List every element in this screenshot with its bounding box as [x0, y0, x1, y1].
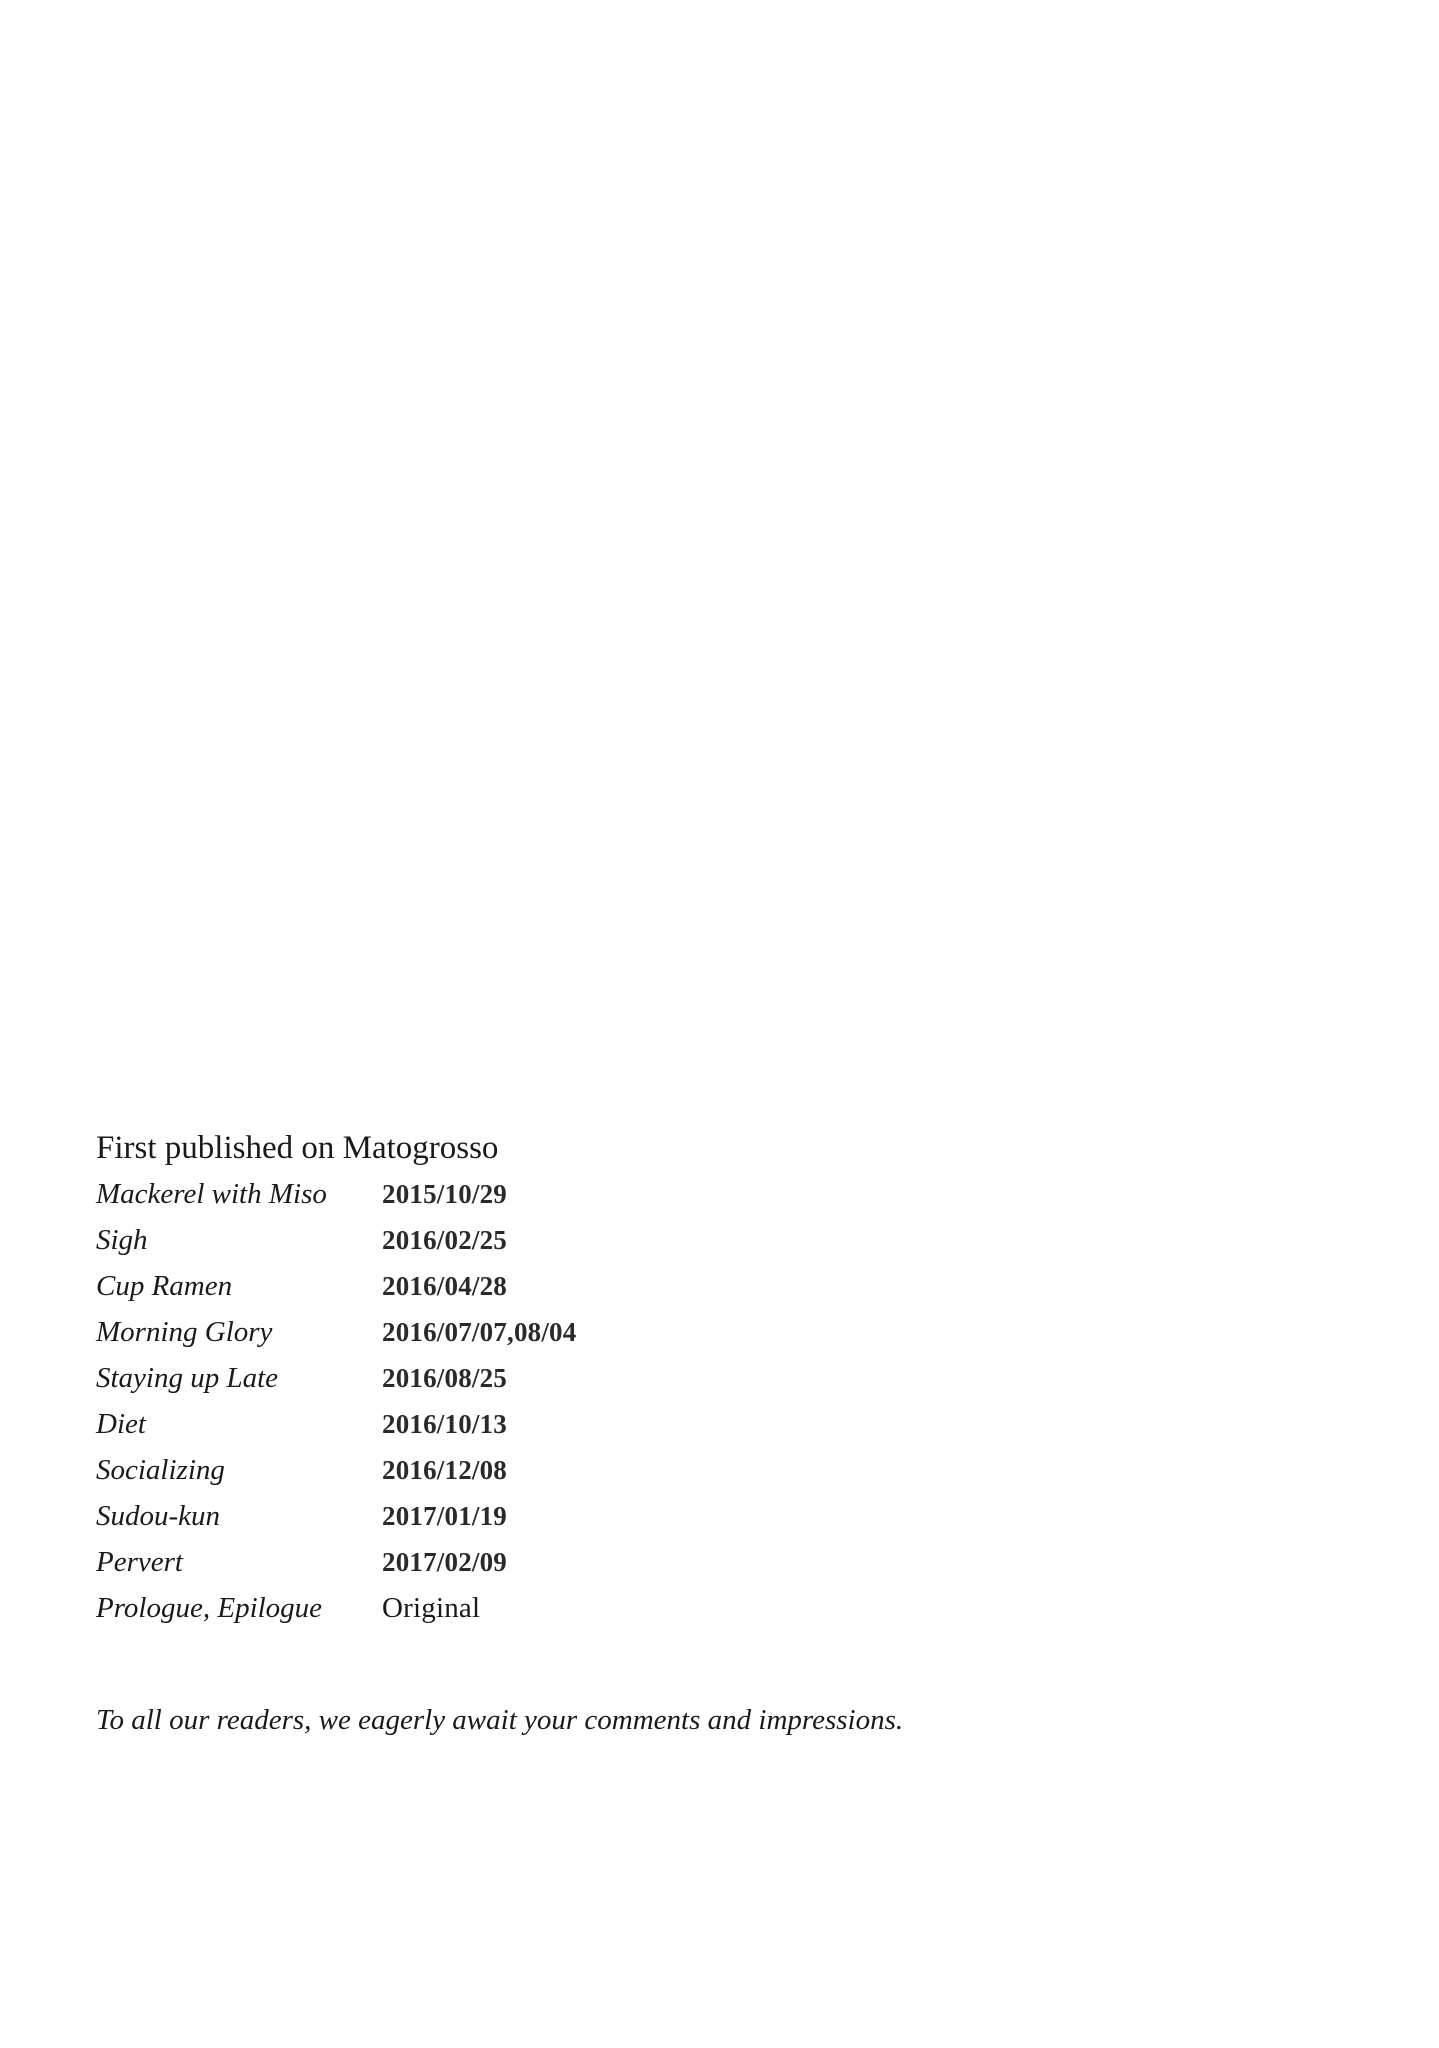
publication-date: 2016/08/25 [382, 1363, 508, 1393]
publication-date: 2016/02/25 [382, 1225, 508, 1255]
publication-date: 2016/07/07,08/04 [382, 1317, 577, 1347]
chapter-title: Cup Ramen [96, 1270, 233, 1302]
credit-row [96, 1355, 1296, 1401]
publication-date: 2016/10/13 [382, 1409, 508, 1439]
publication-date: 2017/02/09 [382, 1547, 508, 1577]
credit-row [96, 1309, 1296, 1355]
credits-heading: First published on Matogrosso [96, 1130, 499, 1166]
credit-row [96, 1447, 1296, 1493]
publication-credits [96, 1126, 1296, 1631]
chapter-title: Pervert [96, 1546, 183, 1578]
chapter-title: Prologue, Epilogue [96, 1592, 323, 1624]
publication-date: 2015/10/29 [382, 1179, 508, 1209]
publication-date: 2016/12/08 [382, 1455, 508, 1485]
chapter-title: Morning Glory [96, 1316, 273, 1348]
credit-row [96, 1585, 1296, 1631]
chapter-title: Sigh [96, 1224, 148, 1256]
credit-row [96, 1217, 1296, 1263]
publication-date: 2017/01/19 [382, 1501, 508, 1531]
credit-row [96, 1401, 1296, 1447]
credit-row [96, 1539, 1296, 1585]
credits-list [96, 1171, 1296, 1631]
chapter-title: Mackerel with Miso [96, 1178, 327, 1210]
credit-row [96, 1171, 1296, 1217]
chapter-title: Staying up Late [96, 1362, 279, 1394]
chapter-title: Socializing [96, 1454, 225, 1486]
publication-date: 2016/04/28 [382, 1271, 508, 1301]
closing-note: To all our readers, we eagerly await your comments and impressions. [96, 1704, 904, 1736]
credit-row [96, 1493, 1296, 1539]
credit-row [96, 1263, 1296, 1309]
chapter-title: Diet [96, 1408, 146, 1440]
chapter-title: Sudou-kun [96, 1500, 221, 1532]
publication-date: Original [382, 1592, 481, 1624]
